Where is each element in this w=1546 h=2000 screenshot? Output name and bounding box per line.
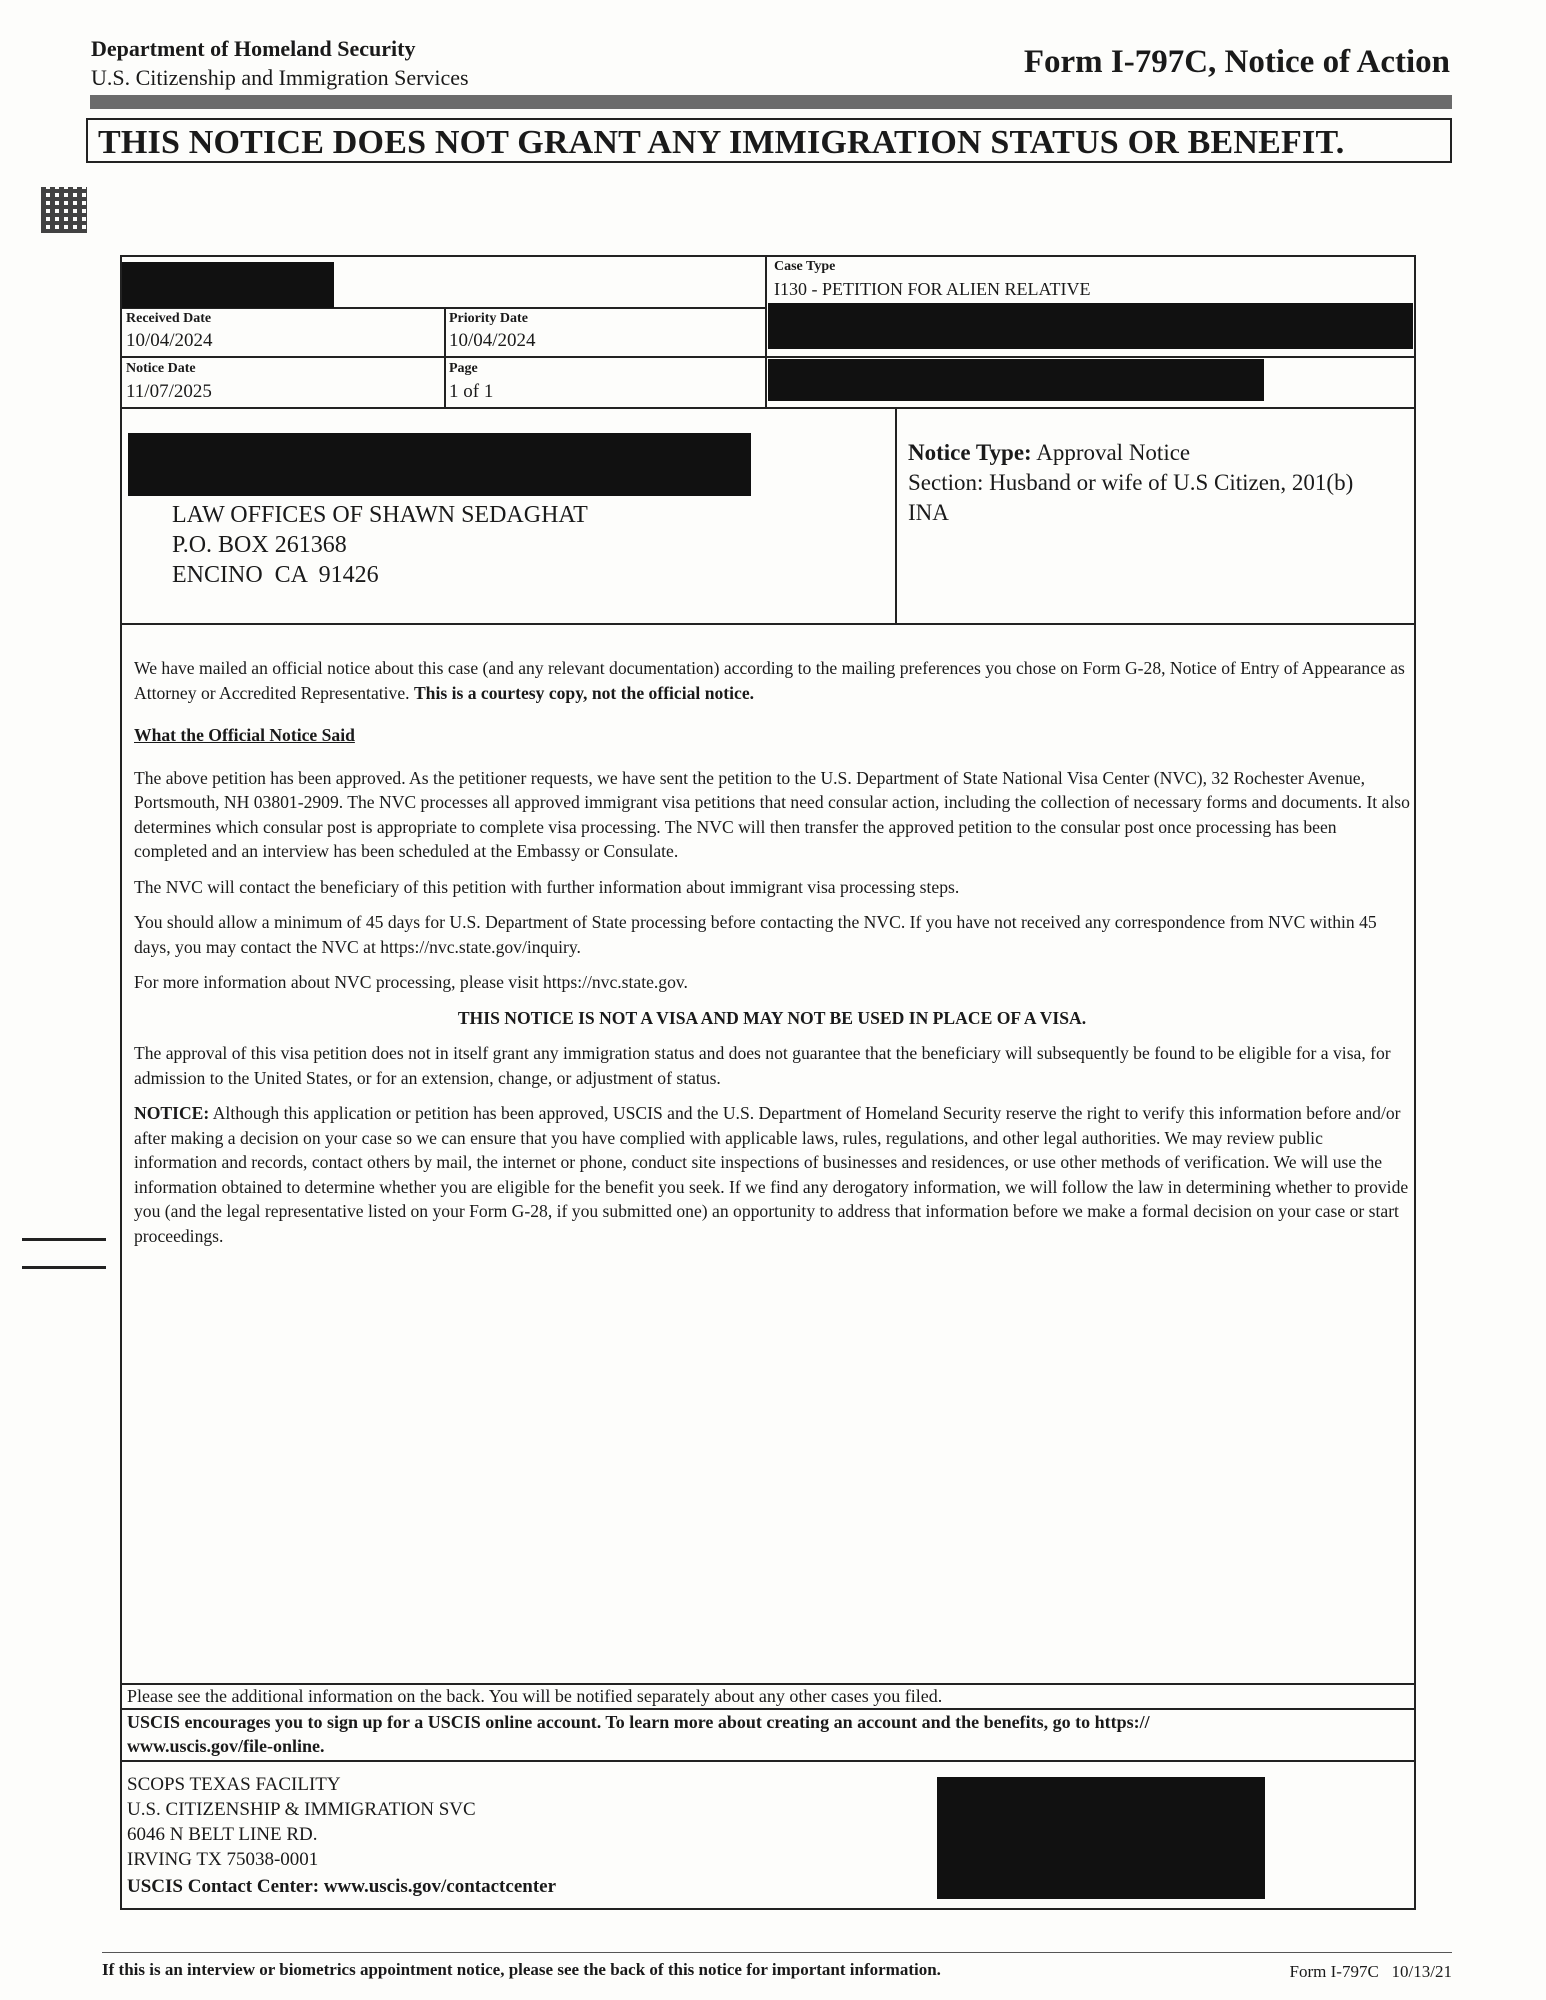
redacted-field bbox=[937, 1777, 1265, 1899]
mailing-address bbox=[172, 500, 588, 590]
notice-body bbox=[134, 656, 1410, 1259]
redacted-recipient-name bbox=[128, 433, 751, 496]
notice-section: Section: Husband or wife of U.S Citizen, 201(b) bbox=[908, 470, 1354, 495]
grid-line bbox=[120, 1760, 1416, 1762]
additional-info-note: Please see the additional information on the back. You will be notified separately about any other cases you filed. bbox=[127, 1686, 943, 1706]
notice-type-label: Notice Type: bbox=[908, 440, 1032, 465]
header-divider-bar bbox=[90, 95, 1452, 109]
received-date-label: Received Date bbox=[126, 311, 212, 326]
facility-address: SCOPS TEXAS FACILITY U.S. CITIZENSHIP & IMMIGRATION SVC 6046 N BELT LINE RD. IRVING TX 75038-0001 USCIS Contact Center: www.uscis.gov/contactcenter bbox=[127, 1774, 557, 1897]
redacted-field bbox=[768, 303, 1413, 349]
page-label: Page bbox=[449, 361, 478, 376]
address-line: ENCINO CA 91426 bbox=[172, 562, 379, 588]
status-disclaimer-banner: THIS NOTICE DOES NOT GRANT ANY IMMIGRATION STATUS OR BENEFIT. bbox=[86, 118, 1452, 163]
notice-text: Although this application or petition has been approved, USCIS and the U.S. Department of Homeland Security reserve the right to verify this information before and/or after making a decision on your case so we can ensure that you have complied with applicable laws, rules, regulations, and other legal authorities. We may review public information and records, contact others by mail, the internet or phone, conduct site inspections of businesses and residences, or use other methods of verification. We will use the information obtained to determine whether you are eligible for the benefit you seek. If we find any derogatory information, we will follow the law in determining whether to provide you (and the legal representative listed on your Form G-28, if you submitted one) an opportunity to address that information before we make a formal decision on your case or start proceedings. bbox=[134, 1103, 1409, 1246]
body-paragraph: For more information about NVC processing, please visit https://nvc.state.gov. bbox=[134, 972, 688, 992]
notice-paragraph bbox=[134, 1101, 1410, 1248]
form-id: Form I-797C 10/13/21 bbox=[1289, 1962, 1452, 1981]
scan-mark bbox=[22, 1266, 106, 1269]
visa-warning: THIS NOTICE IS NOT A VISA AND MAY NOT BE USED IN PLACE OF A VISA. bbox=[457, 1007, 1087, 1028]
appointment-note: If this is an interview or biometrics appointment notice, please see the back of this notice for important information. bbox=[102, 1960, 941, 1979]
body-paragraph: The NVC will contact the beneficiary of this petition with further information about immigrant visa processing steps. bbox=[134, 876, 960, 897]
case-type-label: Case Type bbox=[774, 259, 836, 274]
address-line: LAW OFFICES OF SHAWN SEDAGHAT bbox=[172, 502, 588, 528]
bottom-rule bbox=[102, 1952, 1452, 1953]
body-paragraph: The above petition has been approved. As the petitioner requests, we have sent the petition to the U.S. Department of State National Visa Center (NVC), 32 Rochester Avenue, Portsmouth, NH 03801-2909. The NVC processes all approved immigrant visa petitions that need consular action, including the collection of necessary forms and documents. It also determines which consular post is appropriate to complete visa processing. The NVC will then transfer the approved petition to the consular post once processing has been completed and an interview has been scheduled at the Embassy or Consulate. bbox=[134, 767, 1410, 861]
body-paragraph: You should allow a minimum of 45 days for U.S. Department of State processing before contacting the NVC. If you have not received any correspondence from NVC within 45 days, you may contact the NVC at https://nvc.state.gov/inquiry. bbox=[134, 912, 1377, 957]
barcode-icon bbox=[41, 187, 87, 233]
agency-name: U.S. Citizenship and Immigration Services bbox=[91, 65, 469, 90]
grid-line bbox=[120, 623, 1416, 625]
redacted-receipt-number bbox=[122, 262, 334, 308]
notice-type-value: Approval Notice bbox=[1036, 440, 1191, 465]
redacted-field bbox=[768, 359, 1264, 401]
notice-type-block bbox=[908, 438, 1353, 528]
received-date-value: 10/04/2024 bbox=[126, 330, 213, 351]
scan-mark bbox=[22, 1238, 106, 1241]
grid-line bbox=[444, 307, 446, 407]
notice-label: NOTICE: bbox=[134, 1103, 210, 1123]
department-name: Department of Homeland Security bbox=[91, 36, 416, 61]
grid-line bbox=[765, 255, 767, 407]
courtesy-copy-note: This is a courtesy copy, not the official notice. bbox=[413, 682, 755, 703]
agency-header bbox=[91, 34, 469, 92]
priority-date-value: 10/04/2024 bbox=[449, 330, 536, 351]
notice-date-value: 11/07/2025 bbox=[126, 381, 212, 402]
notice-date-label: Notice Date bbox=[126, 361, 196, 376]
section-heading: What the Official Notice Said bbox=[134, 725, 355, 745]
case-type-value: I130 - PETITION FOR ALIEN RELATIVE bbox=[774, 279, 1091, 299]
grid-line bbox=[120, 407, 1416, 409]
address-line: P.O. BOX 261368 bbox=[172, 532, 347, 558]
form-title: Form I-797C, Notice of Action bbox=[1023, 44, 1450, 80]
grid-line bbox=[120, 1683, 1416, 1685]
grid-line bbox=[895, 407, 897, 623]
contact-center: USCIS Contact Center: www.uscis.gov/contactcenter bbox=[127, 1876, 557, 1897]
notice-section-continued: INA bbox=[908, 500, 949, 525]
intro-paragraph: We have mailed an official notice about this case (and any relevant documentation) according to the mailing preferences you chose on Form G-28, Notice of Entry of Appearance as Attorney or Accredited Representative. This is a courtesy copy, not the official notice. bbox=[134, 658, 1405, 703]
grid-line bbox=[120, 356, 1416, 358]
priority-date-label: Priority Date bbox=[449, 311, 528, 326]
body-paragraph: The approval of this visa petition does not in itself grant any immigration status and does not guarantee that the beneficiary will subsequently be found to be eligible for a visa, for admission to the United States, or for an extension, change, or adjustment of status. bbox=[134, 1043, 1391, 1088]
page-value: 1 of 1 bbox=[449, 381, 494, 402]
online-account-note: USCIS encourages you to sign up for a USCIS online account. To learn more about creating an account and the benefits, go to https:// www.uscis.gov/file-online. bbox=[127, 1712, 1150, 1756]
